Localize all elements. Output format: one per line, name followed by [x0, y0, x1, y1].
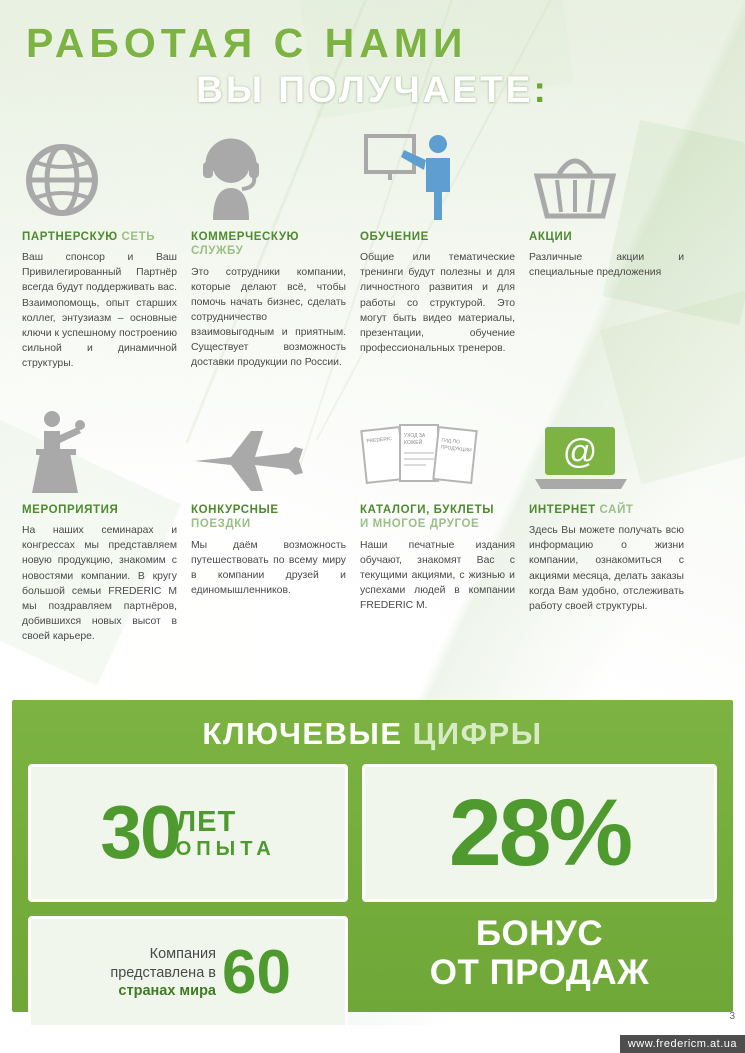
years-label-top: ЛЕТ: [175, 805, 237, 838]
page-number: 3: [729, 1011, 735, 1022]
benefit-title-main: ПАРТНЕРСКУЮ: [22, 230, 118, 243]
benefit-title: [360, 230, 515, 244]
svg-text:FREDERIC: FREDERIC: [366, 435, 393, 445]
benefit-text: Наши печатные издания обучают, знакомят Вас с текущими акциями, с жизнью и успехами людей в компании FREDERIC M.: [360, 539, 515, 611]
bonus-label-line-1: БОНУС: [475, 914, 604, 953]
benefit-text: Это сотрудники компании, которые делают всё, чтобы помочь начать бизнес, сделать сотрудничество взаимовыгодным и приятным. Существует возможность доставки продукции по России.: [191, 266, 346, 369]
years-label-bottom: ОПЫТА: [175, 837, 276, 860]
svg-text:КОЖЕЙ: КОЖЕЙ: [404, 439, 423, 446]
benefit-column-contest-trips: [191, 397, 346, 644]
bonus-percent-card: [362, 764, 717, 902]
benefit-title-main: АКЦИИ: [529, 230, 573, 243]
key-figures-left-column: [28, 764, 348, 1030]
benefit-text: Ваш спонсор и Ваш Привилегированный Партнёр всегда будут поддерживать вас. Взаимопомощь, опыт старших коллег, энтузиазм – основные ключи к успешному построению сильной и динамичной структуры.: [22, 252, 177, 369]
headline-line-2-green: :: [533, 69, 549, 111]
benefit-text: Мы даём возможность путешествовать по всему миру в компании друзей и единомышленников.: [191, 539, 346, 596]
benefit-title-light: СЕТЬ: [121, 230, 156, 243]
countries-text-line-1: Компания: [149, 945, 216, 962]
headline-line-2-white: ВЫ ПОЛУЧАЕТЕ: [196, 69, 534, 111]
years-experience-card: [28, 764, 348, 902]
bonus-number: 28%: [448, 780, 631, 886]
headline-line-2: [0, 71, 745, 110]
benefit-column-partner-network: [22, 124, 177, 371]
svg-text:УХОД ЗА: УХОД ЗА: [404, 432, 426, 439]
benefit-title-light: САЙТ: [599, 503, 634, 516]
headset-operator-icon: [191, 124, 346, 220]
benefit-title-main: МЕРОПРИЯТИЯ: [22, 503, 119, 516]
airplane-icon: [191, 397, 346, 493]
benefit-column-website: [529, 397, 684, 644]
benefit-column-training: [360, 124, 515, 371]
svg-text:ГИД ПО: ГИД ПО: [441, 437, 461, 446]
benefit-title: [22, 230, 177, 244]
benefit-column-events: [22, 397, 177, 644]
headline-block: [0, 0, 745, 110]
page-footer: [0, 1011, 745, 1053]
countries-text: [41, 945, 216, 1002]
benefit-title-light: И МНОГОЕ ДРУГОЕ: [360, 518, 480, 531]
benefit-title: [22, 503, 177, 517]
key-figures-section: [12, 700, 733, 1012]
countries-text-line-3: странах мира: [118, 983, 216, 1000]
speaker-podium-icon: [22, 397, 177, 493]
benefit-text: Различные акции и специальные предложения: [529, 252, 684, 279]
benefit-text: На наших семинарах и конгрессах мы представляем новую продукцию, знакомим с новостями компании. В кругу большой семьи FREDERIC M мы поздравляем партнёров, добившихся новых высот в своей карьере.: [22, 525, 177, 642]
presentation-trainer-icon: [360, 124, 515, 220]
benefit-title-main: КАТАЛОГИ, БУКЛЕТЫ: [360, 503, 495, 516]
key-figures-body: [12, 752, 733, 1030]
benefit-title: [191, 503, 346, 532]
benefit-title-main: КОНКУРСНЫЕ: [191, 503, 279, 516]
benefit-title: [529, 230, 684, 244]
benefit-column-commercial-service: [191, 124, 346, 371]
key-figures-title: [12, 700, 733, 752]
svg-text:@: @: [562, 432, 598, 471]
benefit-title: [360, 503, 515, 532]
years-label: [175, 805, 276, 860]
website-url[interactable]: www.fredericm.at.ua: [620, 1035, 745, 1053]
catalogs-booklets-icon: [360, 397, 515, 493]
countries-text-line-2: представлена в: [110, 964, 216, 981]
benefit-title: [191, 230, 346, 259]
countries-number: 60: [222, 938, 291, 1007]
key-figures-right-column: [362, 764, 717, 1030]
benefit-title-main: ОБУЧЕНИЕ: [360, 230, 429, 243]
benefit-text: Общие или тематические тренинги будут полезны и для личностного развития и для работы со структурой. Это могут быть видео материалы, презентации, обучение профессиональных тренеров.: [360, 252, 515, 354]
benefit-title-light: СЛУЖБУ: [191, 245, 244, 258]
benefit-column-promotions: [529, 124, 684, 371]
benefit-text: Здесь Вы можете получать всю информацию о жизни компании, ознакомиться с акциями месяца, делать заказы когда Вам удобно, отслеживать работу своей структуры.: [529, 525, 684, 612]
benefit-title-main: ИНТЕРНЕТ: [529, 503, 596, 516]
years-number: 30: [100, 790, 180, 875]
key-figures-title-dim: ЦИФРЫ: [412, 716, 543, 751]
bonus-label-line-2: ОТ ПРОДАЖ: [429, 953, 650, 993]
countries-card: [28, 916, 348, 1030]
benefit-column-catalogs: [360, 397, 515, 644]
laptop-email-icon: [529, 397, 684, 493]
key-figures-title-bright: КЛЮЧЕВЫЕ: [202, 716, 403, 751]
benefit-title: [529, 503, 684, 517]
shopping-basket-icon: [529, 124, 684, 220]
benefits-row-1: [0, 124, 745, 371]
headline-line-1: РАБОТАЯ С НАМИ: [26, 20, 468, 66]
benefits-row-2: [0, 397, 745, 644]
svg-text:ПРОДУКЦИИ: ПРОДУКЦИИ: [440, 444, 472, 454]
benefit-title-light: ПОЕЗДКИ: [191, 518, 251, 531]
bonus-label: [362, 914, 717, 992]
globe-icon: [22, 124, 177, 220]
benefit-title-main: КОММЕРЧЕСКУЮ: [191, 230, 300, 243]
